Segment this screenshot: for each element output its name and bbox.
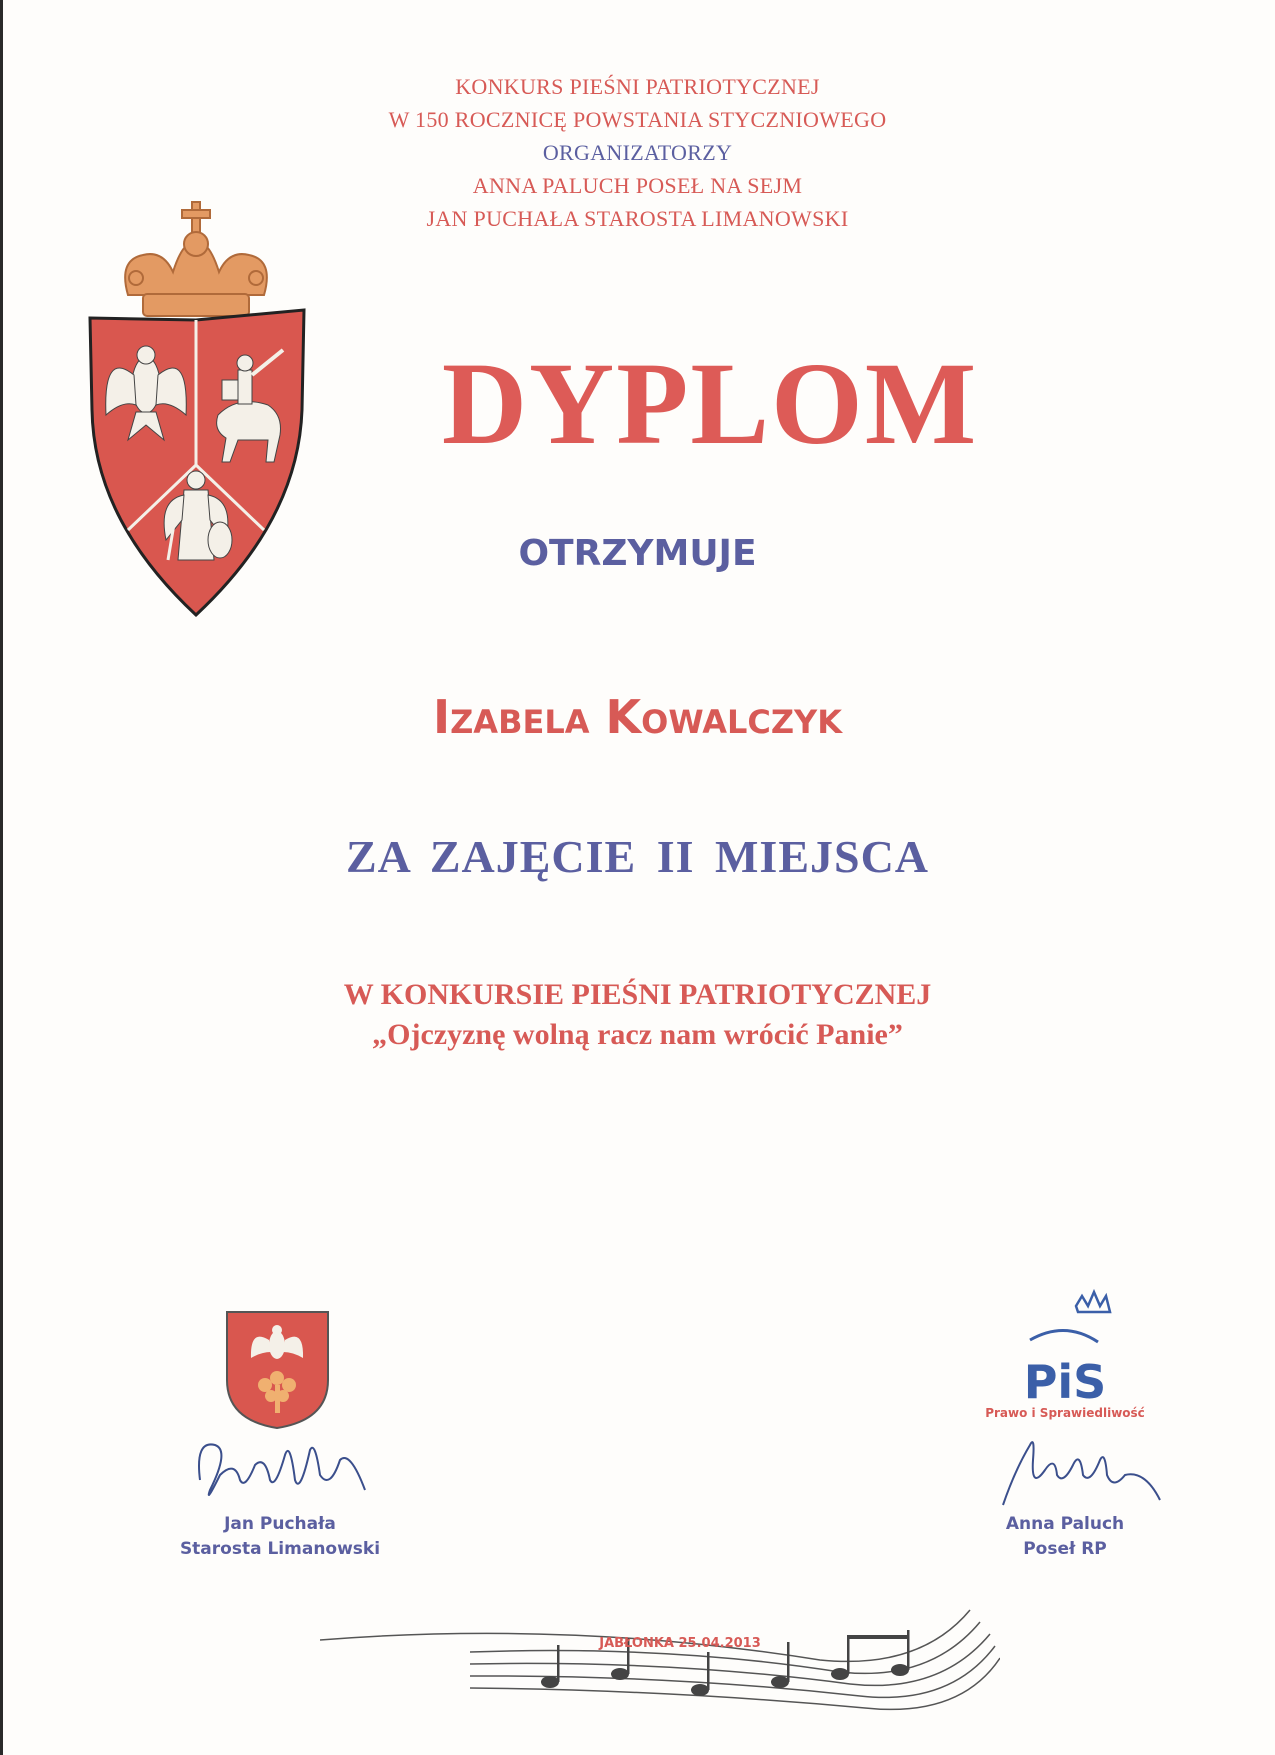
header-line-organizers: ORGANIZATORZY	[542, 140, 733, 165]
signer-right-name: Anna Paluch	[1005, 1514, 1125, 1534]
party-subtitle: Prawo i Sprawiedliwość	[985, 1406, 1145, 1420]
header-line-contest: KONKURS PIEŚNI PATRIOTYCZNEJ	[455, 74, 820, 99]
diploma-title: DYPLOM	[441, 338, 979, 469]
place-date: JABŁONKA 25.04.2013	[599, 1636, 761, 1651]
receives-label: OTRZYMUJE	[518, 533, 757, 574]
signature-left-icon	[190, 1420, 380, 1510]
header-line-organizer-2: JAN PUCHAŁA STAROSTA LIMANOWSKI	[426, 206, 849, 231]
county-crest-icon	[225, 1310, 330, 1430]
party-logo-text: PiS	[1023, 1355, 1107, 1409]
signer-left	[150, 1512, 410, 1562]
signature-right-icon	[995, 1430, 1165, 1515]
signer-right	[945, 1512, 1185, 1562]
recipient-name: Izabela Kowalczyk	[432, 690, 843, 744]
header-line-anniversary: W 150 ROCZNICĘ POWSTANIA STYCZNIOWEGO	[388, 107, 887, 132]
contest-block	[0, 975, 1275, 1055]
contest-line: W KONKURSIE PIEŚNI PATRIOTYCZNEJ	[343, 978, 932, 1011]
music-staff-icon	[320, 1590, 1000, 1740]
award-place: ZA ZAJĘCIE II MIEJSCA	[345, 831, 930, 882]
contest-motto: „Ojczyznę wolną racz nam wrócić Panie”	[372, 1018, 903, 1051]
signer-left-name: Jan Puchała	[224, 1514, 336, 1534]
header-line-organizer-1: ANNA PALUCH POSEŁ NA SEJM	[472, 173, 803, 198]
signer-left-title: Starosta Limanowski	[179, 1539, 381, 1559]
signer-right-title: Poseł RP	[1023, 1539, 1107, 1559]
